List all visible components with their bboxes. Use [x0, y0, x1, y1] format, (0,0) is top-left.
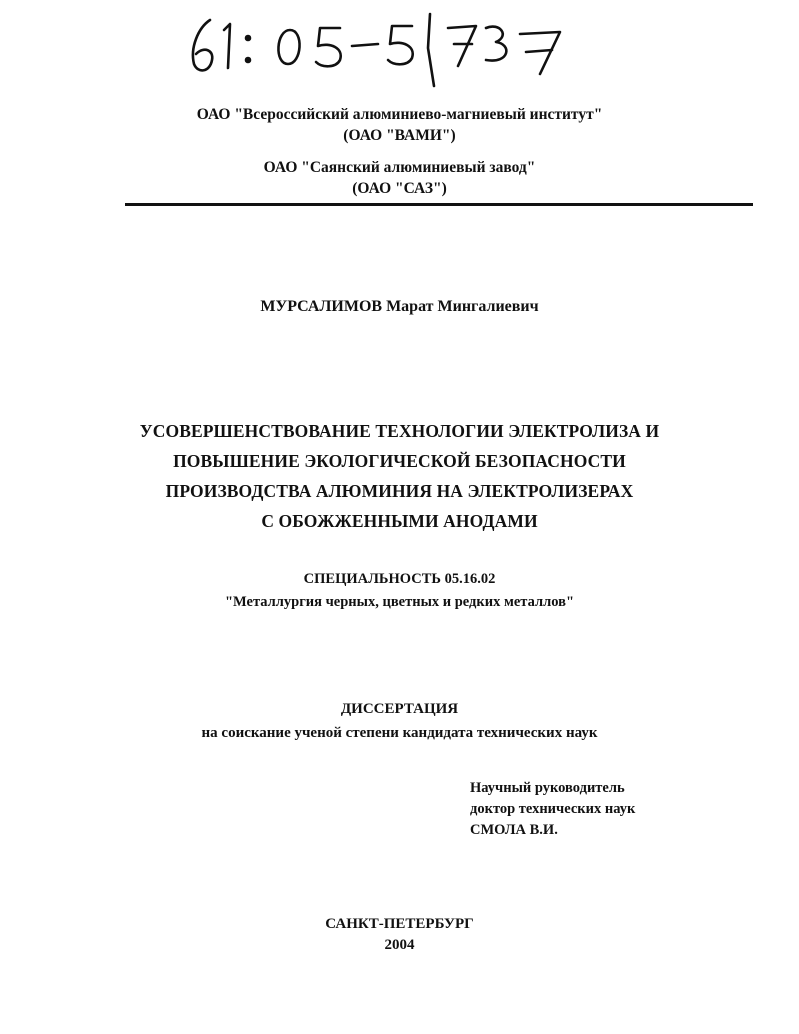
org2-abbreviation: (ОАО "САЗ") [352, 180, 447, 197]
dissertation-block [0, 697, 799, 745]
advisor-degree: доктор технических наук [470, 801, 636, 817]
header-divider [125, 203, 753, 206]
org1-name: ОАО "Всероссийский алюминиево-магниевый институт" [196, 106, 603, 123]
specialty-code: СПЕЦИАЛЬНОСТЬ 05.16.02 [303, 571, 496, 587]
scientific-advisor [470, 778, 635, 841]
org1-abbreviation: (ОАО "ВАМИ") [343, 127, 456, 144]
specialty-name: "Металлургия черных, цветных и редких металлов" [224, 594, 575, 610]
advisor-name: СМОЛА В.И. [470, 822, 558, 838]
org2-name: ОАО "Саянский алюминиевый завод" [263, 159, 536, 176]
organization-1 [0, 104, 799, 146]
specialty-block [0, 568, 799, 614]
title-line: ПРОИЗВОДСТВА АЛЮМИНИЯ НА ЭЛЕКТРОЛИЗЕРАХ [165, 481, 634, 501]
place-and-year [0, 914, 799, 956]
year: 2004 [384, 937, 415, 953]
dissertation-subtitle: на соискание ученой степени кандидата технических наук [201, 725, 598, 741]
dissertation-title [0, 416, 799, 536]
advisor-role: Научный руководитель [470, 780, 625, 796]
title-line: ПОВЫШЕНИЕ ЭКОЛОГИЧЕСКОЙ БЕЗОПАСНОСТИ [173, 451, 626, 471]
title-line: С ОБОЖЖЕННЫМИ АНОДАМИ [261, 511, 538, 531]
title-line: УСОВЕРШЕНСТВОВАНИЕ ТЕХНОЛОГИИ ЭЛЕКТРОЛИЗА И [139, 421, 660, 441]
author-name: МУРСАЛИМОВ Марат Мингалиевич [260, 298, 539, 315]
organization-2 [0, 157, 799, 199]
city: САНКТ-ПЕТЕРБУРГ [325, 916, 474, 932]
dissertation-heading: ДИССЕРТАЦИЯ [340, 701, 459, 717]
handwritten-registration-code [180, 8, 600, 88]
